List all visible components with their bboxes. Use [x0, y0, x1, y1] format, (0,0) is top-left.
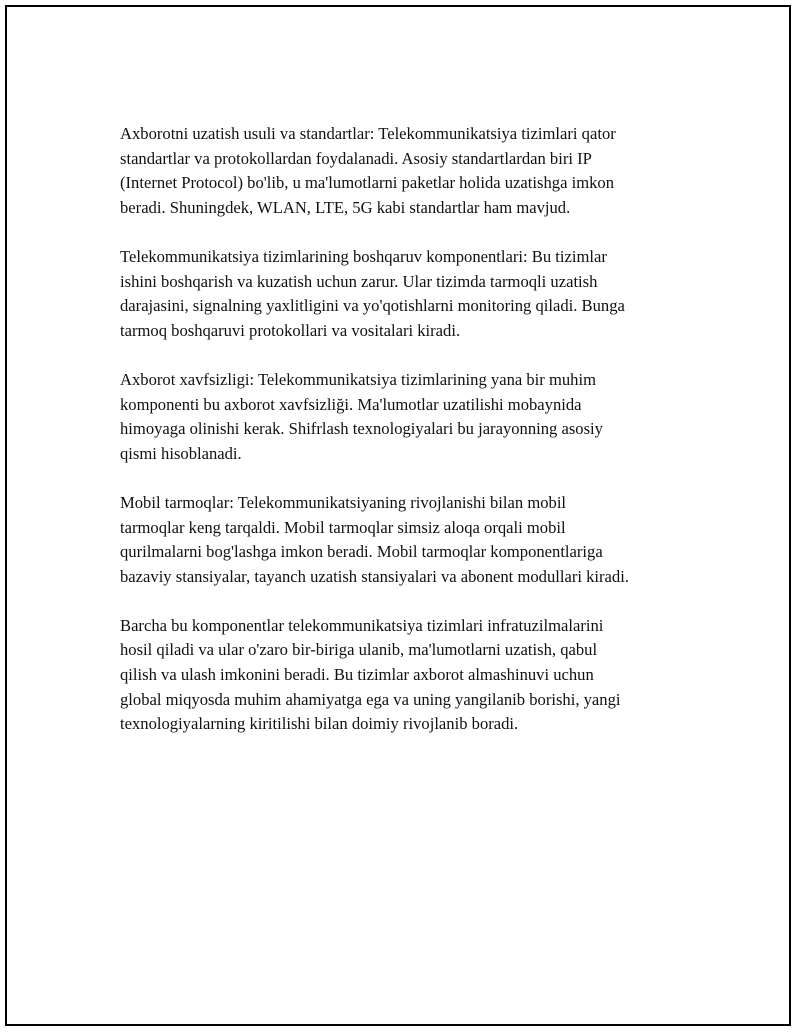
text-line: Barcha bu komponentlar telekommunikatsiya tizimlari infratuzilmalarini: [120, 615, 604, 635]
text-line: Axborot xavfsizligi: Telekommunikatsiya tizimlarining yana bir muhim: [120, 369, 596, 389]
paragraph-management-components: [120, 245, 700, 343]
text-line: qismi hisoblanadi.: [120, 443, 242, 463]
text-line: ishini boshqarish va kuzatish uchun zarur. Ular tizimda tarmoqli uzatish: [120, 271, 598, 291]
text-line: tarmoq boshqaruvi protokollari va vositalari kiradi.: [120, 320, 461, 340]
text-line: texnologiyalarning kiritilishi bilan doimiy rivojlanib boradi.: [120, 714, 519, 734]
text-line: bazaviy stansiyalar, tayanch uzatish stansiyalari va abonent modullari kiradi.: [120, 566, 629, 586]
text-line: komponenti bu axborot xavfsizliği. Ma'lumotlar uzatilishi mobaynida: [120, 394, 582, 414]
text-line: Mobil tarmoqlar: Telekommunikatsiyaning rivojlanishi bilan mobil: [120, 492, 567, 512]
paragraph-conclusion: [120, 614, 700, 737]
paragraph-transmission-standards: [120, 122, 700, 220]
text-line: tarmoqlar keng tarqaldi. Mobil tarmoqlar simsiz aloqa orqali mobil: [120, 517, 566, 537]
document-body: [120, 122, 700, 761]
text-line: qilish va ulash imkonini beradi. Bu tizimlar axborot almashinuvi uchun: [120, 665, 594, 685]
text-line: hosil qiladi va ular o'zaro bir-biriga ulanib, ma'lumotlarni uzatish, qabul: [120, 640, 598, 660]
text-line: himoyaga olinishi kerak. Shifrlash texnologiyalari bu jarayonning asosiy: [120, 419, 603, 439]
text-line: Telekommunikatsiya tizimlarining boshqaruv komponentlari: Bu tizimlar: [120, 246, 607, 266]
text-line: (Internet Protocol) bo'lib, u ma'lumotlarni paketlar holida uzatishga imkon: [120, 173, 614, 193]
document-page: [5, 5, 791, 1026]
text-line: global miqyosda muhim ahamiyatga ega va uning yangilanib borishi, yangi: [120, 689, 621, 709]
text-line: Axborotni uzatish usuli va standartlar: Telekommunikatsiya tizimlari qator: [120, 124, 616, 143]
text-line: standartlar va protokollardan foydalanadi. Asosiy standartlardan biri IP: [120, 148, 592, 168]
text-line: qurilmalarni bog'lashga imkon beradi. Mobil tarmoqlar komponentlariga: [120, 542, 603, 562]
text-line: beradi. Shuningdek, WLAN, LTE, 5G kabi standartlar ham mavjud.: [120, 197, 571, 217]
paragraph-mobile-networks: [120, 491, 700, 589]
text-line: darajasini, signalning yaxlitligini va yo'qotishlarni monitoring qiladi. Bunga: [120, 296, 625, 316]
paragraph-information-security: [120, 368, 700, 466]
